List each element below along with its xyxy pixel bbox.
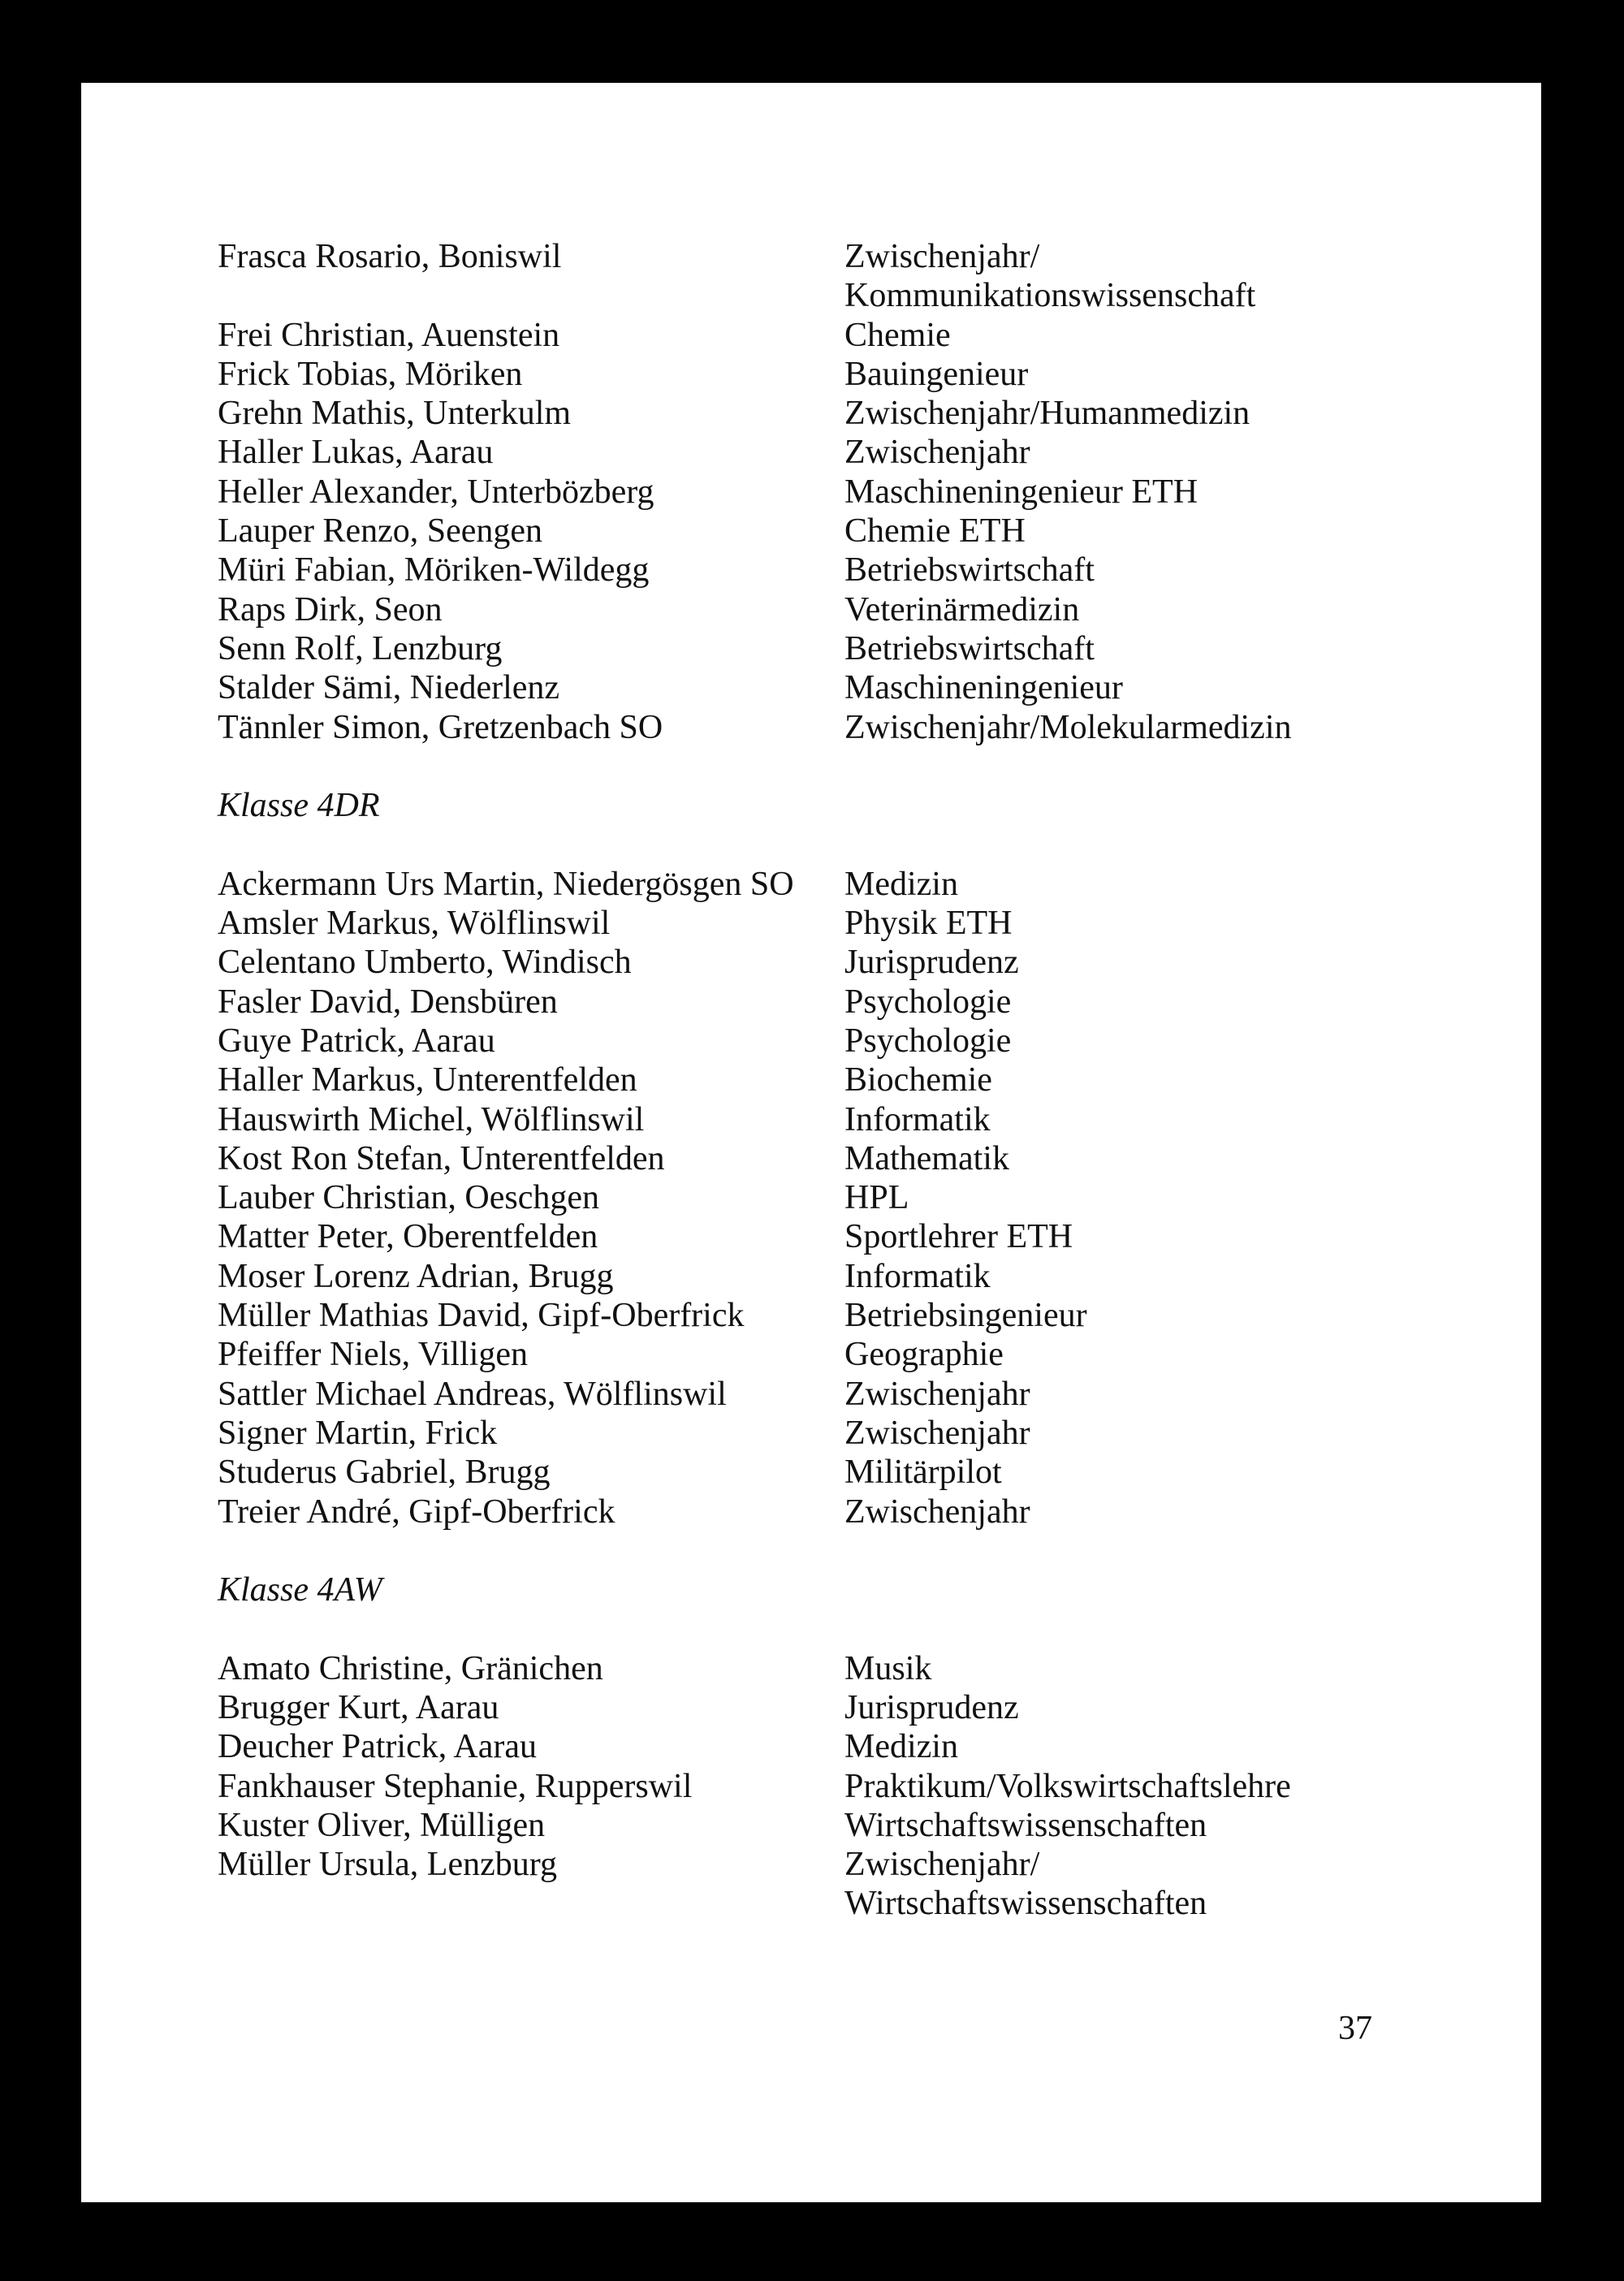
field-of-study-line: Psychologie (844, 983, 1012, 1021)
student-row (218, 943, 1436, 982)
field-of-study (844, 1335, 1436, 1374)
field-of-study (844, 237, 1436, 316)
student-name: Signer Martin, Frick (218, 1414, 498, 1452)
student-name: Senn Rolf, Lenzburg (218, 629, 503, 667)
field-of-study-line: Betriebswirtschaft (844, 629, 1095, 667)
student-name: Müller Ursula, Lenzburg (218, 1846, 557, 1884)
student-row (218, 983, 1436, 1022)
student-name: Haller Lukas, Aarau (218, 434, 494, 472)
student-row (218, 708, 1436, 747)
field-of-study-line: Zwischenjahr/Humanmedizin (844, 395, 1250, 433)
field-of-study-line: Betriebswirtschaft (844, 551, 1095, 590)
student-name: Lauber Christian, Oeschgen (218, 1179, 600, 1217)
field-of-study-line: Musik (844, 1649, 932, 1687)
field-of-study-line: Informatik (844, 1257, 991, 1295)
field-of-study-line: Zwischenjahr/Molekularmedizin (844, 708, 1292, 746)
field-of-study-line: Jurisprudenz (844, 944, 1019, 982)
student-row (218, 1493, 1436, 1531)
field-of-study (844, 708, 1436, 747)
student-row (218, 1335, 1436, 1374)
field-of-study-line: Zwischenjahr/ (844, 238, 1040, 275)
student-row (218, 1845, 1436, 1924)
field-of-study (844, 1688, 1436, 1727)
field-of-study-line: Zwischenjahr (844, 434, 1030, 472)
field-of-study (844, 355, 1436, 394)
student-name: Pfeiffer Niels, Villigen (218, 1336, 529, 1374)
field-of-study-line: Chemie ETH (844, 512, 1026, 551)
student-name: Studerus Gabriel, Brugg (218, 1454, 551, 1492)
student-row (218, 551, 1436, 590)
student-name: Sattler Michael Andreas, Wölflinswil (218, 1375, 727, 1413)
field-of-study-line: Medizin (844, 1728, 958, 1766)
student-name: Grehn Mathis, Unterkulm (218, 395, 572, 433)
class-section (218, 1570, 1436, 1924)
field-of-study (844, 1178, 1436, 1217)
class-section (218, 237, 1436, 747)
document-page (81, 83, 1541, 2202)
field-of-study-line: Praktikum/Volkswirtschaftslehre (844, 1767, 1291, 1805)
field-of-study-line: Geographie (844, 1336, 1004, 1374)
student-row (218, 1375, 1436, 1414)
student-row (218, 1767, 1436, 1806)
field-of-study-line: Sportlehrer ETH (844, 1218, 1073, 1256)
field-of-study (844, 1217, 1436, 1256)
field-of-study (844, 1649, 1436, 1688)
field-of-study-line: Maschineningenieur ETH (844, 473, 1199, 511)
field-of-study (844, 433, 1436, 472)
student-name: Kuster Oliver, Mülligen (218, 1806, 546, 1844)
student-name: Amato Christine, Gränichen (218, 1649, 603, 1687)
field-of-study (844, 904, 1436, 943)
student-row (218, 473, 1436, 512)
student-row (218, 1178, 1436, 1217)
student-name: Deucher Patrick, Aarau (218, 1728, 537, 1766)
student-name: Frei Christian, Auenstein (218, 316, 560, 354)
student-row (218, 433, 1436, 472)
field-of-study (844, 1845, 1436, 1924)
student-name: Fasler David, Densbüren (218, 983, 558, 1021)
student-name: Müller Mathias David, Gipf-Oberfrick (218, 1297, 745, 1335)
field-of-study (844, 512, 1436, 551)
student-name: Fankhauser Stephanie, Rupperswil (218, 1767, 693, 1805)
field-of-study-line: Medizin (844, 865, 958, 903)
field-of-study (844, 983, 1436, 1022)
field-of-study-line: Bauingenieur (844, 355, 1029, 393)
field-of-study (844, 1061, 1436, 1099)
student-name: Tännler Simon, Gretzenbach SO (218, 708, 663, 746)
student-row (218, 1139, 1436, 1178)
field-of-study (844, 1806, 1436, 1845)
student-row (218, 1453, 1436, 1492)
field-of-study (844, 1139, 1436, 1178)
student-name: Stalder Sämi, Niederlenz (218, 669, 560, 707)
field-of-study-line: Kommunikationswissenschaft (844, 277, 1256, 315)
field-of-study-line: HPL (844, 1179, 909, 1217)
field-of-study-line: Wirtschaftswissenschaften (844, 1885, 1207, 1923)
student-name: Brugger Kurt, Aarau (218, 1688, 499, 1726)
student-name: Amsler Markus, Wölflinswil (218, 905, 611, 943)
class-section (218, 786, 1436, 1531)
student-row (218, 237, 1436, 316)
student-name: Müri Fabian, Möriken-Wildegg (218, 551, 650, 590)
student-row (218, 1100, 1436, 1139)
student-row (218, 1217, 1436, 1256)
field-of-study-line: Biochemie (844, 1061, 992, 1099)
student-name: Heller Alexander, Unterbözberg (218, 473, 654, 511)
field-of-study (844, 943, 1436, 982)
student-row (218, 316, 1436, 355)
field-of-study-line: Chemie (844, 316, 951, 354)
student-row (218, 394, 1436, 433)
student-row (218, 1649, 1436, 1688)
field-of-study (844, 1022, 1436, 1061)
student-name: Kost Ron Stefan, Unterentfelden (218, 1139, 665, 1177)
field-of-study (844, 1296, 1436, 1335)
field-of-study (844, 1767, 1436, 1806)
field-of-study (844, 551, 1436, 590)
field-of-study-line: Militärpilot (844, 1454, 1002, 1492)
student-list (218, 237, 1436, 1924)
student-row (218, 865, 1436, 904)
student-name: Moser Lorenz Adrian, Brugg (218, 1257, 614, 1295)
student-row (218, 629, 1436, 668)
field-of-study-line: Zwischenjahr (844, 1493, 1030, 1531)
student-name: Raps Dirk, Seon (218, 590, 443, 629)
field-of-study (844, 865, 1436, 904)
student-name: Haller Markus, Unterentfelden (218, 1061, 637, 1099)
field-of-study-line: Zwischenjahr (844, 1414, 1030, 1452)
field-of-study-line: Informatik (844, 1100, 991, 1138)
student-row (218, 1806, 1436, 1845)
field-of-study (844, 629, 1436, 668)
student-row (218, 1296, 1436, 1335)
student-row (218, 904, 1436, 943)
field-of-study (844, 590, 1436, 629)
student-row (218, 355, 1436, 394)
page-number: 37 (1338, 2010, 1372, 2047)
class-heading: Klasse 4DR (218, 787, 380, 825)
student-name: Treier André, Gipf-Oberfrick (218, 1493, 615, 1531)
field-of-study (844, 1375, 1436, 1414)
field-of-study-line: Mathematik (844, 1139, 1009, 1177)
student-row (218, 590, 1436, 629)
student-name: Frick Tobias, Möriken (218, 355, 523, 393)
student-row (218, 1061, 1436, 1099)
field-of-study-line: Zwischenjahr (844, 1375, 1030, 1413)
student-row (218, 512, 1436, 551)
field-of-study (844, 473, 1436, 512)
student-row (218, 1414, 1436, 1453)
student-name: Guye Patrick, Aarau (218, 1022, 495, 1060)
field-of-study (844, 316, 1436, 355)
field-of-study-line: Veterinärmedizin (844, 590, 1080, 629)
student-row (218, 1688, 1436, 1727)
field-of-study (844, 1414, 1436, 1453)
student-name: Hauswirth Michel, Wölflinswil (218, 1100, 645, 1138)
student-name: Ackermann Urs Martin, Niedergösgen SO (218, 865, 794, 903)
student-name: Lauper Renzo, Seengen (218, 512, 543, 551)
field-of-study-line: Physik ETH (844, 905, 1013, 943)
student-row (218, 1727, 1436, 1766)
field-of-study (844, 1100, 1436, 1139)
class-heading: Klasse 4AW (218, 1571, 382, 1609)
student-row (218, 1022, 1436, 1061)
field-of-study-line: Wirtschaftswissenschaften (844, 1806, 1207, 1844)
field-of-study (844, 668, 1436, 707)
student-name: Celentano Umberto, Windisch (218, 944, 632, 982)
student-name: Matter Peter, Oberentfelden (218, 1218, 598, 1256)
field-of-study-line: Betriebsingenieur (844, 1297, 1087, 1335)
student-name: Frasca Rosario, Boniswil (218, 238, 562, 275)
field-of-study-line: Maschineningenieur (844, 669, 1123, 707)
field-of-study (844, 1257, 1436, 1296)
field-of-study (844, 1453, 1436, 1492)
field-of-study (844, 1727, 1436, 1766)
field-of-study-line: Jurisprudenz (844, 1688, 1019, 1726)
field-of-study (844, 1493, 1436, 1531)
student-row (218, 668, 1436, 707)
field-of-study-line: Zwischenjahr/ (844, 1846, 1040, 1884)
field-of-study-line: Psychologie (844, 1022, 1012, 1060)
student-row (218, 1257, 1436, 1296)
field-of-study (844, 394, 1436, 433)
